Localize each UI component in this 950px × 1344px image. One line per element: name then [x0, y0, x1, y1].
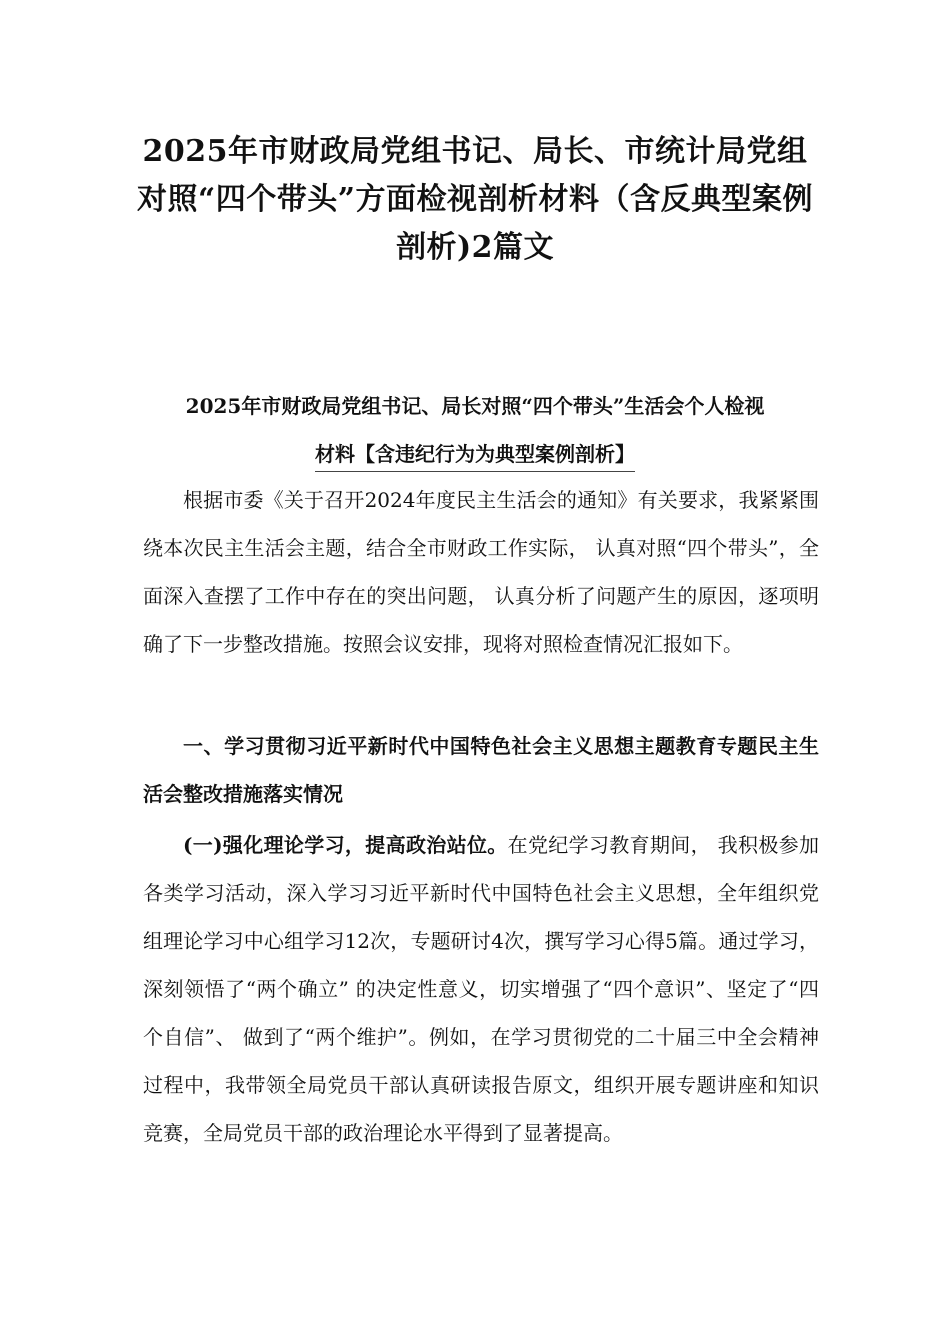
- section-heading-text: 一、学习贯彻习近平新时代中国特色社会主义思想主题教育专题民主生活会整改措施落实情况: [143, 734, 819, 806]
- subsection-body: 在党纪学习教育期间， 我积极参加各类学习活动，深入学习习近平新时代中国特色社会主义思想，全年组织党组理论学习中心组学习12次，专题研讨4次，撰写学习心得5篇。通过学习，深刻领悟了“两个确立” 的决定性意义，切实增强了“四个意识”、坚定了“四个自信”、 做到了“两个维护”。例如，在学习贯彻党的二十届三中全会精神过程中，我带领全局党员干部认真研读报告原文，组织开展专题讲座和知识竞赛，全局党员干部的政治理论水平得到了显著提高。: [143, 833, 819, 1145]
- intro-text: 根据市委《关于召开2024年度民主生活会的通知》有关要求，我紧紧围绕本次民主生活会主题，结合全市财政工作实际， 认真对照“四个带头”，全面深入查摆了工作中存在的突出问题， 认真分析了问题产生的原因，逐项明确了下一步整改措施。按照会议安排，现将对照检查情况汇报如下。: [143, 488, 819, 656]
- subtitle-line-1: 2025年市财政局党组书记、局长对照“四个带头”生活会个人检视: [185, 394, 765, 418]
- subtitle-line-2: 材料【含违纪行为为典型案例剖析】: [315, 437, 635, 472]
- intro-paragraph: [143, 476, 819, 668]
- section-heading: [143, 722, 819, 818]
- subsection-text: [143, 821, 819, 1157]
- subsection-paragraph: [143, 821, 819, 1157]
- subsection-lead: (一)强化理论学习，提高政治站位。: [183, 833, 508, 857]
- document-subtitle: [130, 382, 820, 478]
- document-title: 2025年市财政局党组书记、局长、市统计局党组对照“四个带头”方面检视剖析材料（含反典型案例剖析)2篇文: [136, 134, 813, 265]
